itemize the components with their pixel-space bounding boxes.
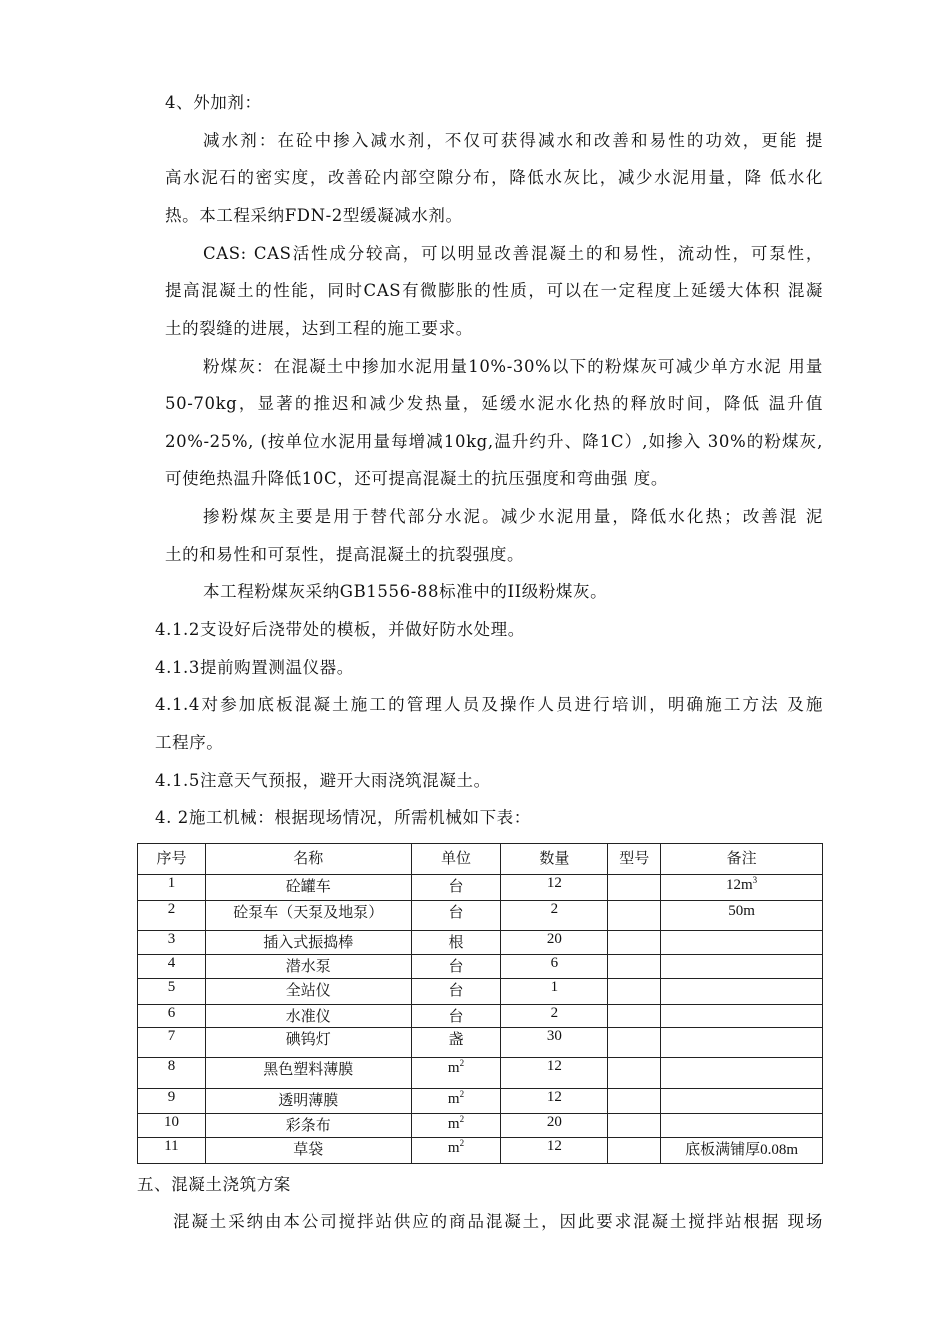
cell-unit-superscript: 2 (459, 1089, 465, 1099)
cell-note-text: 50m (728, 903, 755, 919)
cell-model (608, 931, 661, 955)
text-line: 4.1.4对参加底板混凝土施工的管理人员及操作人员进行培训，明确施工方法 及施 (155, 695, 823, 714)
cell-unit-superscript: 2 (459, 1114, 465, 1124)
cell-unit (411, 955, 501, 979)
text-line: 土的和易性和可泵性，提高混凝土的抗裂强度。 (165, 545, 525, 564)
cell-no-text: 2 (167, 901, 176, 917)
cell-unit-text: m (447, 1116, 460, 1132)
cell-name (205, 901, 411, 931)
table-row (138, 875, 823, 901)
cell-no-text: 9 (167, 1089, 176, 1105)
cell-qty (501, 955, 608, 979)
cell-name (205, 1005, 411, 1028)
cell-name (205, 1028, 411, 1058)
cell-qty-text: 20 (546, 1114, 562, 1130)
cell-unit-text: 台 (448, 905, 464, 921)
table-row (138, 1114, 823, 1138)
cell-model (608, 979, 661, 1005)
cell-qty (501, 1058, 608, 1089)
cell-qty-text: 2 (550, 901, 559, 917)
cell-qty (501, 931, 608, 955)
header-name: 名称 (205, 844, 411, 875)
cell-qty-text: 12 (546, 1089, 562, 1105)
cell-unit-text: m (447, 1060, 460, 1076)
table-row (138, 931, 823, 955)
cell-model (608, 1028, 661, 1058)
table-row (138, 1028, 823, 1058)
cell-name-text: 潜水泵 (285, 959, 331, 975)
cell-unit-text: m (447, 1140, 460, 1156)
cell-name-text: 砼罐车 (285, 879, 331, 895)
cell-note-text: 底板满铺厚0.08m (685, 1142, 799, 1158)
item-4-1-3: 4.1.3提前购置测温仪器。 (155, 658, 354, 677)
text-line: CAS: CAS活性成分较高，可以明显改善混凝土的和易性，流动性，可泵性， (203, 244, 823, 263)
cell-name (205, 1058, 411, 1089)
cell-no-text: 6 (167, 1005, 176, 1021)
cell-model (608, 901, 661, 931)
cell-qty (501, 979, 608, 1005)
text-line: 工程序。 (155, 733, 224, 752)
cell-no (138, 1138, 206, 1164)
cell-unit (411, 979, 501, 1005)
cell-qty-text: 2 (550, 1005, 559, 1021)
item-4-1-2: 4.1.2支设好后浇带处的模板，并做好防水处理。 (155, 620, 525, 639)
cell-name-text: 透明薄膜 (278, 1093, 339, 1109)
cell-no (138, 1058, 206, 1089)
header-model: 型号 (608, 844, 661, 875)
cell-unit (411, 1005, 501, 1028)
cell-qty-text: 6 (550, 955, 559, 971)
cell-no (138, 979, 206, 1005)
cell-no-text: 3 (167, 931, 176, 947)
text-line: 粉煤灰：在混凝土中掺加水泥用量10%-30%以下的粉煤灰可减少单方水泥 用量 (203, 357, 823, 376)
cell-name-text: 碘钨灯 (285, 1032, 331, 1048)
cell-name-text: 插入式振捣棒 (263, 935, 354, 951)
cell-name-text: 砼泵车（天泵及地泵） (233, 905, 384, 921)
cell-unit (411, 1114, 501, 1138)
header-qty: 数量 (501, 844, 608, 875)
cell-name (205, 1089, 411, 1114)
cell-note (661, 875, 823, 901)
cell-note (661, 979, 823, 1005)
cell-name-text: 全站仪 (285, 983, 331, 999)
cell-model (608, 1138, 661, 1164)
cell-no-text: 7 (167, 1028, 176, 1044)
cell-unit (411, 875, 501, 901)
text-line: 掺粉煤灰主要是用于替代部分水泥。减少水泥用量，降低水化热；改善混 泥 (203, 507, 823, 526)
cell-qty-text: 12 (546, 1138, 562, 1154)
header-unit: 单位 (411, 844, 501, 875)
header-no: 序号 (138, 844, 206, 875)
cell-model (608, 1005, 661, 1028)
cell-no (138, 901, 206, 931)
cell-note (661, 1028, 823, 1058)
cell-note (661, 1058, 823, 1089)
cell-no (138, 1005, 206, 1028)
cell-name (205, 1114, 411, 1138)
text-line: 减水剂：在砼中掺入减水剂，不仅可获得减水和改善和易性的功效，更能 提 (203, 131, 823, 150)
cell-unit-text: 盏 (448, 1032, 464, 1048)
cell-unit-text: m (447, 1091, 460, 1107)
cell-qty (501, 1138, 608, 1164)
cell-qty-text: 12 (546, 875, 562, 891)
table-row (138, 901, 823, 931)
cell-model (608, 1058, 661, 1089)
cell-unit-text: 台 (448, 1009, 464, 1025)
cell-unit-superscript: 2 (459, 1058, 465, 1068)
cell-no (138, 1028, 206, 1058)
cell-unit (411, 931, 501, 955)
section-4-title: 4、外加剂： (165, 93, 262, 112)
table-row (138, 1005, 823, 1028)
cell-qty-text: 1 (550, 979, 559, 995)
cell-no (138, 875, 206, 901)
text-line: 50-70kg，显著的推迟和减少发热量，延缓水泥水化热的释放时间，降低 温升值 (165, 394, 823, 413)
equipment-table (137, 843, 823, 1164)
cell-no-text: 11 (164, 1138, 179, 1154)
cell-unit-text: 根 (448, 935, 464, 951)
cell-name (205, 955, 411, 979)
cell-model (608, 1114, 661, 1138)
cell-unit (411, 901, 501, 931)
cell-qty-text: 12 (546, 1058, 562, 1074)
header-note: 备注 (661, 844, 823, 875)
table-row (138, 979, 823, 1005)
cell-note (661, 931, 823, 955)
cell-unit-text: 台 (448, 879, 464, 895)
cell-qty (501, 1005, 608, 1028)
cell-qty (501, 1089, 608, 1114)
gb-standard-line: 本工程粉煤灰采纳GB1556-88标准中的II级粉煤灰。 (203, 582, 608, 601)
cell-qty (501, 901, 608, 931)
cell-note-superscript: 3 (752, 875, 758, 885)
cell-no-text: 5 (167, 979, 176, 995)
cell-note (661, 901, 823, 931)
cell-unit (411, 1058, 501, 1089)
cell-no (138, 1114, 206, 1138)
cell-note (661, 1005, 823, 1028)
cell-qty-text: 20 (546, 931, 562, 947)
cell-note-text: 12m (726, 877, 753, 893)
cell-name (205, 979, 411, 1005)
item-4-1-5: 4.1.5注意天气预报，避开大雨浇筑混凝土。 (155, 771, 491, 790)
cell-unit (411, 1138, 501, 1164)
cell-no-text: 8 (167, 1058, 176, 1074)
text-line: 土的裂缝的进展，达到工程的施工要求。 (165, 319, 473, 338)
cell-model (608, 1089, 661, 1114)
cell-unit-superscript: 2 (459, 1138, 465, 1148)
cell-qty (501, 1114, 608, 1138)
cell-qty-text: 30 (546, 1028, 562, 1044)
cell-name-text: 彩条布 (285, 1118, 331, 1134)
cell-no-text: 10 (163, 1114, 179, 1130)
cell-model (608, 875, 661, 901)
cell-note (661, 1114, 823, 1138)
text-line: 20%-25%, (按单位水泥用量每增减10kg,温升约升、降1C）,如掺入 30%的粉煤灰, (165, 432, 823, 451)
section-5-paragraph: 混凝土采纳由本公司搅拌站供应的商品混凝土，因此要求混凝土搅拌站根据 现场 (173, 1212, 823, 1231)
cell-no-text: 4 (167, 955, 176, 971)
cell-unit-text: 台 (448, 983, 464, 999)
cell-qty (501, 1028, 608, 1058)
text-line: 可使绝热温升降低10C，还可提高混凝土的抗压强度和弯曲强 度。 (165, 469, 668, 488)
cell-name (205, 875, 411, 901)
table-header-row (138, 844, 823, 875)
cell-name (205, 931, 411, 955)
cell-name (205, 1138, 411, 1164)
cell-unit (411, 1028, 501, 1058)
cell-name-text: 水准仪 (285, 1009, 331, 1025)
text-line: 提高混凝土的性能，同时CAS有微膨胀的性质，可以在一定程度上延缓大体积 混凝 (165, 281, 823, 300)
table-row (138, 1058, 823, 1089)
cell-qty (501, 875, 608, 901)
cell-note (661, 1089, 823, 1114)
cell-no (138, 955, 206, 979)
section-5-title: 五、混凝土浇筑方案 (137, 1175, 291, 1194)
cell-unit-text: 台 (448, 959, 464, 975)
cell-note (661, 955, 823, 979)
cell-name-text: 黑色塑料薄膜 (263, 1062, 354, 1078)
cell-note (661, 1138, 823, 1164)
text-line: 高水泥石的密实度，改善砼内部空隙分布，降低水灰比，减少水泥用量，降 低水化 (165, 168, 823, 187)
item-4-2: 4. 2施工机械：根据现场情况，所需机械如下表： (155, 808, 531, 827)
table-row (138, 1138, 823, 1164)
cell-no-text: 1 (167, 875, 176, 891)
cell-name-text: 草袋 (293, 1142, 324, 1158)
table-row (138, 1089, 823, 1114)
cell-no (138, 1089, 206, 1114)
text-line: 热。本工程采纳FDN-2型缓凝减水剂。 (165, 206, 463, 225)
table-row (138, 955, 823, 979)
cell-unit (411, 1089, 501, 1114)
cell-model (608, 955, 661, 979)
cell-no (138, 931, 206, 955)
